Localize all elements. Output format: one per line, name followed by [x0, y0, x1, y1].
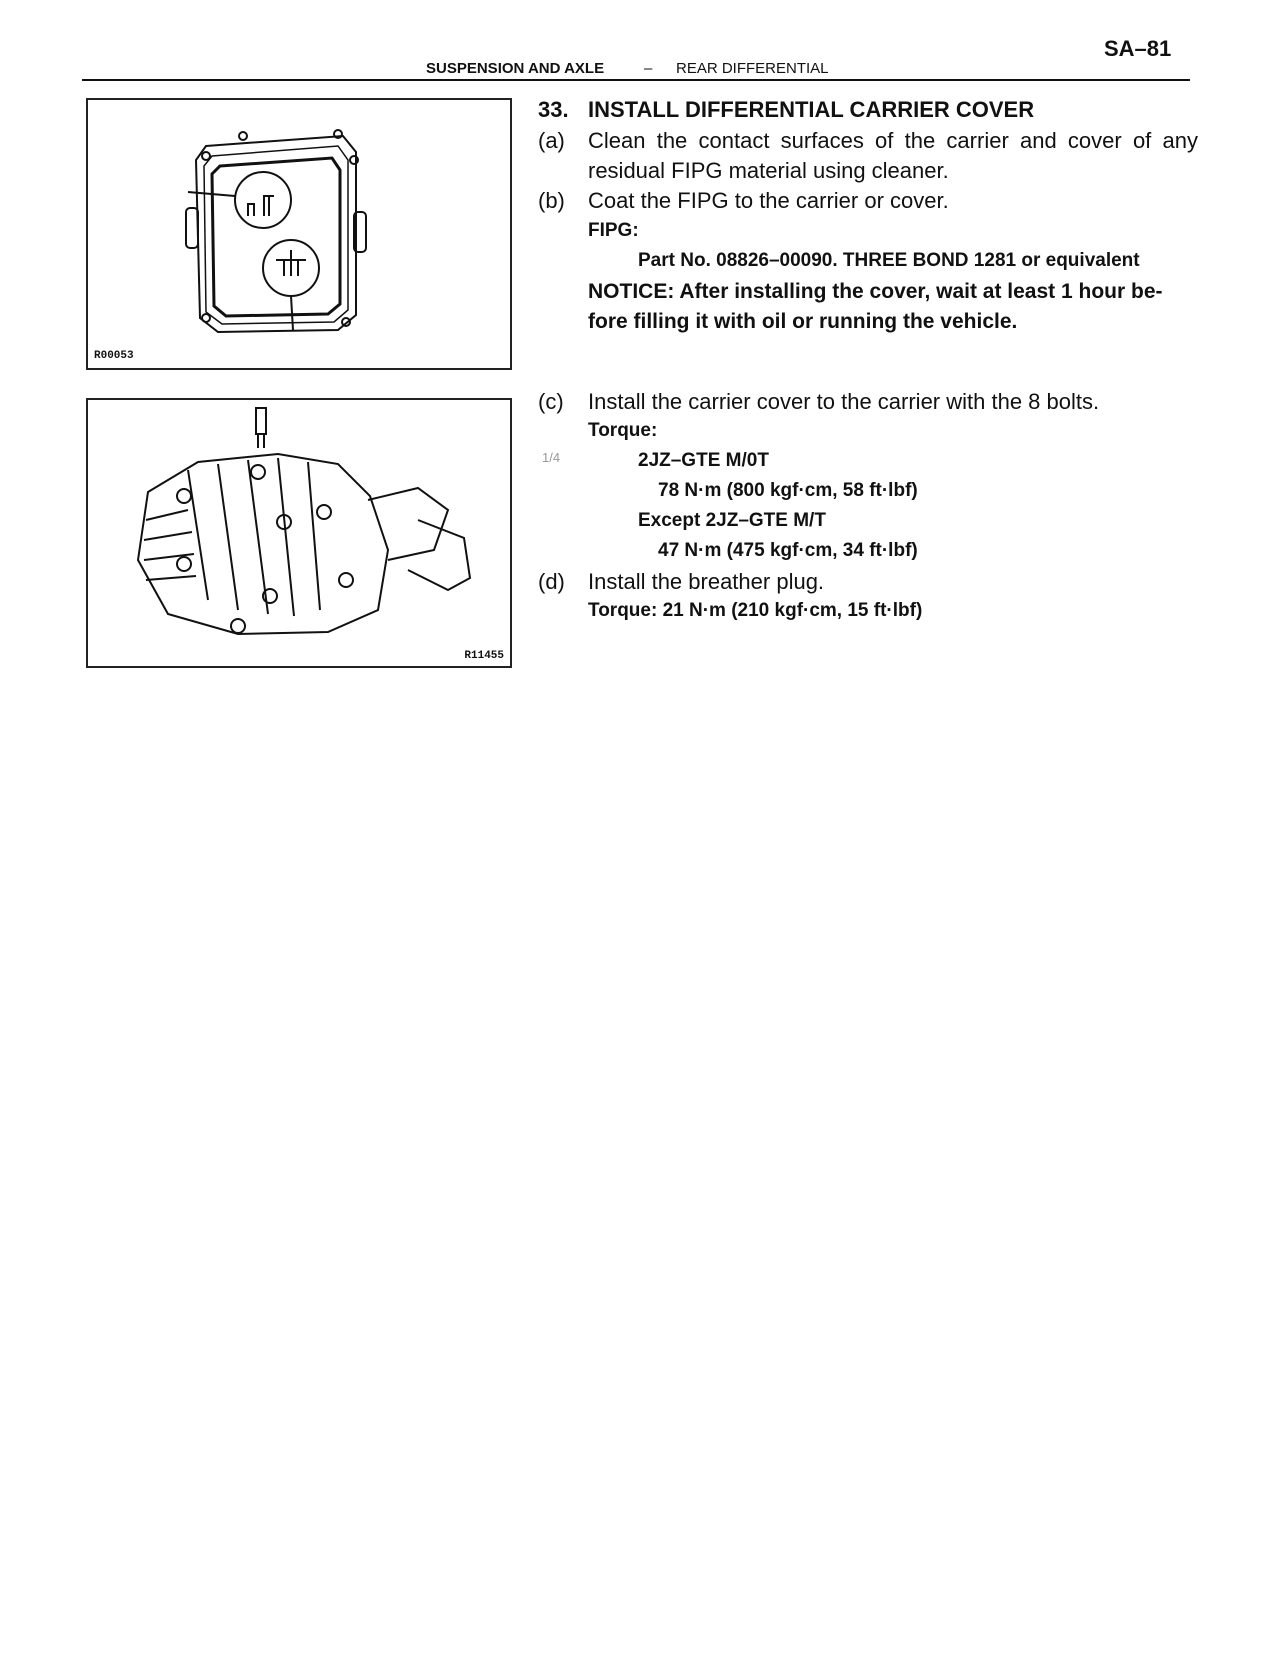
- step-a-label: (a): [538, 128, 565, 153]
- fipg-label: FIPG:: [588, 220, 639, 241]
- step-d-torque: Torque: 21 N·m (210 kgf·cm, 15 ft·lbf): [588, 600, 923, 621]
- header-rule: [82, 79, 1190, 81]
- step-number: 33.: [538, 97, 569, 122]
- notice-line1: NOTICE: After installing the cover, wait at least 1 hour be-: [588, 280, 1163, 303]
- step-a-line2: residual FIPG material using cleaner.: [588, 158, 949, 183]
- carrier-cover-fipg-diagram-icon: [88, 100, 510, 368]
- step-d-label: (d): [538, 569, 565, 594]
- figure-code-1: R00053: [94, 350, 134, 362]
- step-c-label: (c): [538, 389, 564, 414]
- differential-carrier-bolts-diagram-icon: [88, 400, 510, 666]
- step-b-text: Coat the FIPG to the carrier or cover.: [588, 188, 949, 213]
- margin-mark: 1/4: [542, 450, 561, 465]
- step-a-line1: Clean the contact surfaces of the carrier and cover of any: [588, 128, 1198, 153]
- spec2-name: Except 2JZ–GTE M/T: [638, 510, 826, 531]
- fipg-part: Part No. 08826–00090. THREE BOND 1281 or equivalent: [638, 250, 1140, 271]
- notice-line2: fore filling it with oil or running the vehicle.: [588, 310, 1018, 333]
- figure-carrier-cover: [86, 98, 512, 370]
- figure-differential-carrier: [86, 398, 512, 668]
- step-d-text: Install the breather plug.: [588, 569, 825, 594]
- spec2-value: 47 N·m (475 kgf·cm, 34 ft·lbf): [658, 540, 918, 561]
- torque-label: Torque:: [588, 420, 658, 441]
- header-subsection: REAR DIFFERENTIAL: [676, 60, 829, 77]
- header-dash: –: [644, 60, 653, 77]
- step-title: INSTALL DIFFERENTIAL CARRIER COVER: [588, 97, 1035, 122]
- spec1-name: 2JZ–GTE M/0T: [638, 450, 769, 471]
- header-section: SUSPENSION AND AXLE: [426, 60, 605, 77]
- spec1-value: 78 N·m (800 kgf·cm, 58 ft·lbf): [658, 480, 918, 501]
- step-b-label: (b): [538, 188, 565, 213]
- step-c-text: Install the carrier cover to the carrier with the 8 bolts.: [588, 389, 1100, 414]
- figure-code-2: R11455: [464, 650, 504, 662]
- page-number: SA–81: [1104, 36, 1172, 61]
